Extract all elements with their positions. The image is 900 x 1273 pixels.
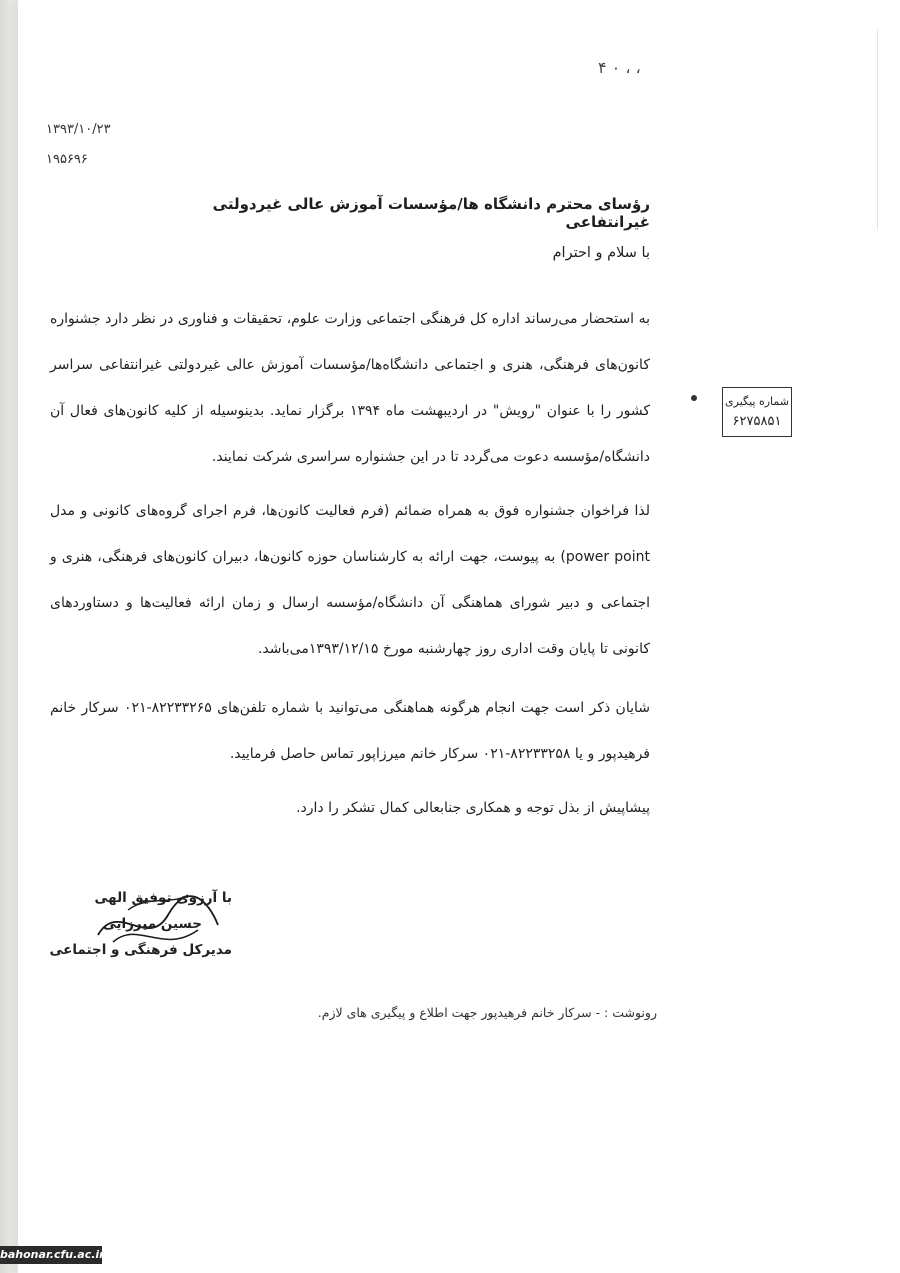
- letter-date: ۱۳۹۳/۱۰/۲۳: [46, 122, 111, 137]
- letter-number: ۱۹۵۶۹۶: [46, 152, 88, 167]
- greeting: با سلام و احترام: [552, 245, 650, 261]
- closing-sentence: پیشاپیش از بذل توجه و همکاری جنابعالی کمال تشکر را دارد.: [296, 800, 650, 816]
- paragraph-2: لذا فراخوان جشنواره فوق به همراه ضمائم (فرم فعالیت کانون‌ها، فرم اجرای گروه‌های کانونی و مدل power point) به پیوست، جهت ارائه به کارشناسان حوزه کانون‌ها، دبیران کانون‌های فرهنگی، هنری و اجتماعی و دبیر شورای هماهنگی آن دانشگاه/مؤسسه ارسال و زمان ارائه فعالیت‌ها و دستاوردهای کانونی تا پایان وقت اداری روز چهارشنبه مورخ ۱۳۹۳/۱۲/۱۵می‌باشد.: [50, 503, 650, 657]
- scan-edge: [0, 0, 18, 1273]
- site-watermark: bahonar.cfu.ac.ir: [0, 1246, 102, 1264]
- addressee: رؤسای محترم دانشگاه ها/مؤسسات آموزش عالی غیردولتی غیرانتفاعی: [212, 195, 650, 231]
- signature-block: [32, 885, 232, 963]
- signer-name: حسین میرزایی: [102, 916, 202, 932]
- paragraph-3: شایان ذکر است جهت انجام هرگونه هماهنگی می‌توانید با شماره تلفن‌های ۸۲۲۳۳۲۶۵-۰۲۱ سرکار خانم فرهیدپور و یا ۸۲۲۳۳۲۵۸-۰۲۱ سرکار خانم میرزاپور تماس حاصل فرمایید.: [50, 700, 650, 762]
- signature-line1: با آرزوی توفیق الهی: [94, 890, 232, 906]
- header-mark: ۴ ۰ ، ،: [598, 58, 641, 77]
- carbon-copy: رونوشت : - سرکار خانم فرهیدپور جهت اطلاع و پیگیری های لازم.: [317, 1005, 657, 1020]
- paragraph-1: به استحضار می‌رساند اداره کل فرهنگی اجتماعی وزارت علوم، تحقیقات و فناوری در نظر دارد جشنواره کانون‌های فرهنگی، هنری و اجتماعی دانشگاه‌ها/مؤسسات آموزش عالی غیردولتی غیرانتفاعی سراسر کشور را با عنوان "رویش" در اردیبهشت ماه ۱۳۹۴ برگزار نماید. بدینوسیله از کلیه کانون‌های فعال آن دانشگاه/مؤسسه دعوت می‌گردد تا در این جشنواره سراسری شرکت نمایند.: [50, 311, 650, 465]
- tracking-number-box: [722, 387, 792, 437]
- signer-title: مدیرکل فرهنگی و اجتماعی: [49, 942, 232, 958]
- bullet-dot: [691, 395, 697, 401]
- tracking-label: شماره پیگیری: [725, 395, 789, 408]
- tracking-value: ۶۲۷۵۸۵۱: [732, 414, 782, 429]
- scan-artifact: [877, 30, 878, 230]
